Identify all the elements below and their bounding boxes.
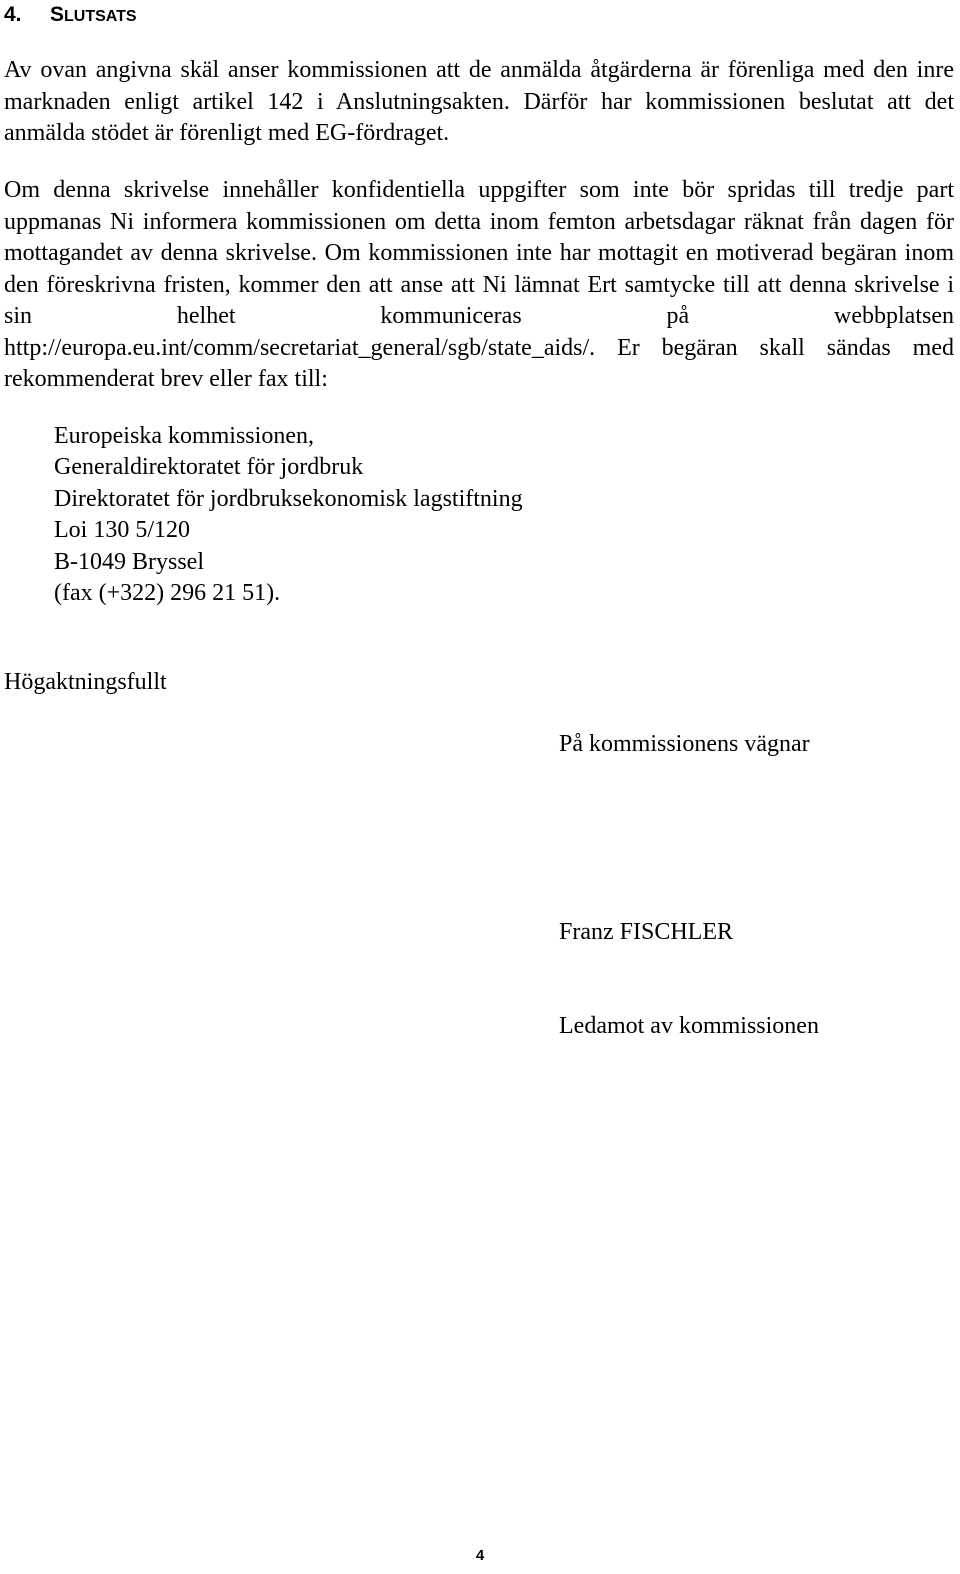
address-block [54,421,523,609]
address-line: Generaldirektoratet för jordbruk [54,454,364,481]
page-number: 4 [475,1547,485,1564]
signatory-name: Franz FISCHLER [559,919,733,945]
closing-salutation: Högaktningsfullt [4,669,167,695]
address-line: Direktoratet för jordbruksekonomisk lagstiftning [54,485,523,512]
section-number: 4. [4,3,22,26]
address-line: B-1049 Bryssel [54,548,204,575]
paragraph-conclusion: Av ovan angivna skäl anser kommissionen att de anmälda åtgärderna är förenliga med den inre marknaden enligt artikel 142 i Anslutningsakten. Därför har kommissionen beslutat att det anmälda stödet är förenligt med EG-fördraget. [4,57,954,146]
signature-on-behalf: På kommissionens vägnar [559,731,810,757]
address-line: Europeiska kommissionen, [54,423,314,449]
signatory-role: Ledamot av kommissionen [559,1013,819,1039]
section-heading [4,1,137,31]
section-title-rest: LUTSATS [64,8,137,25]
address-line: Loi 130 5/120 [54,517,190,544]
paragraph-confidentiality: Om denna skrivelse innehåller konfidentiella uppgifter som inte bör spridas till tredje part uppmanas Ni informera kommissionen om detta inom femton arbetsdagar räknat från dagen för mottagandet av denna skrivelse. Om kommissionen inte har mottagit en motiverad begäran inom den föreskrivna fristen, kommer den att anse att Ni lämnat Ert samtycke till att denna skrivelse i sin helhet kommuniceras på webbplatsen http://europa.eu.int/comm/secretariat_general/sgb/state_aids/. Er begäran skall sändas med rekommenderat brev eller fax till: [4,177,954,392]
section-title-initial: S [50,3,65,26]
address-line: (fax (+322) 296 21 51). [54,580,281,607]
